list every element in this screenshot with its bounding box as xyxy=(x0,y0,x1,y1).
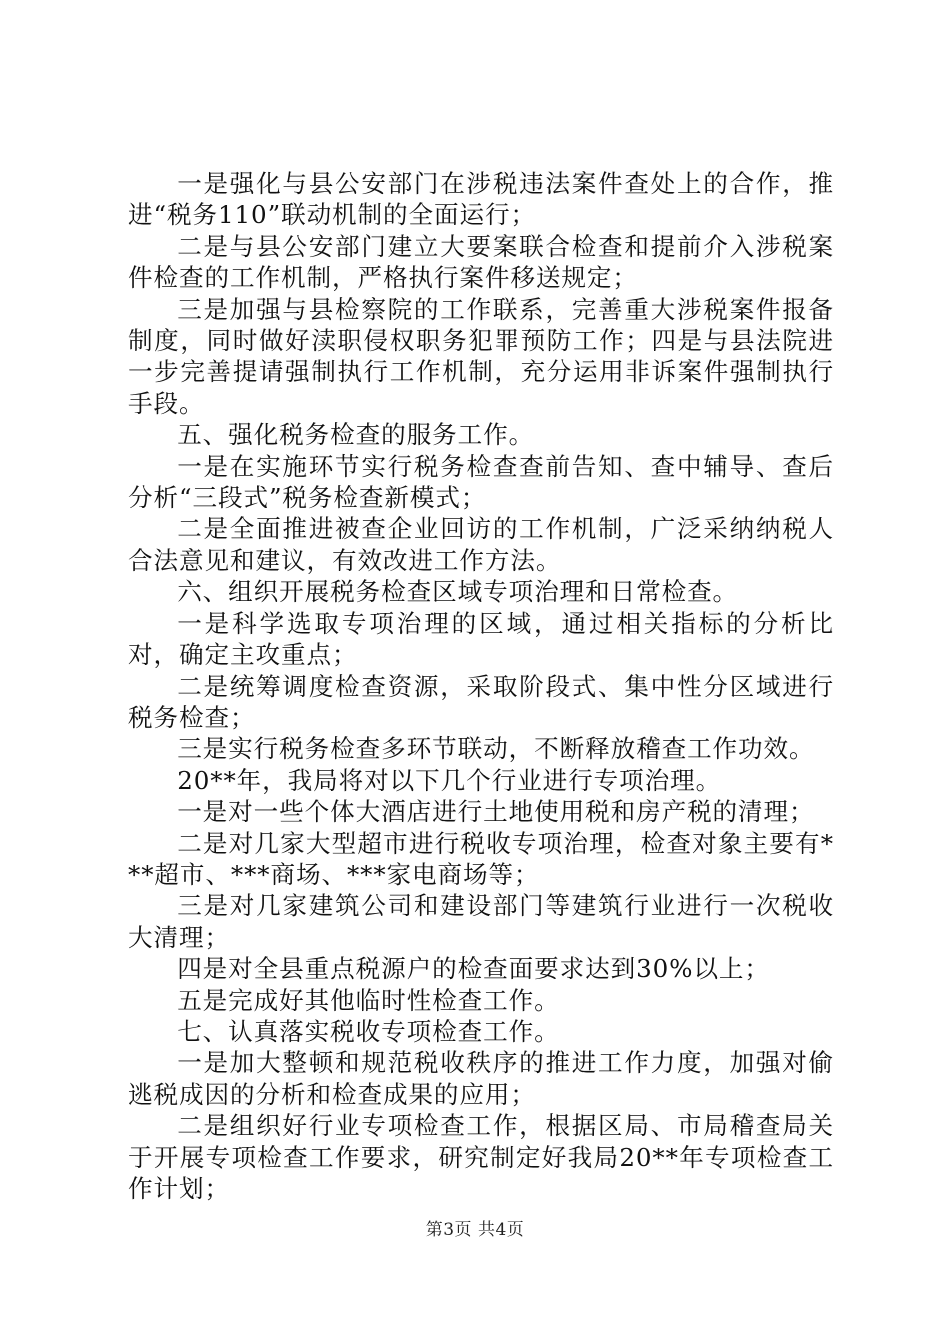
section-heading: 六、组织开展税务检查区域专项治理和日常检查。 xyxy=(177,577,739,607)
section-heading: 七、认真落实税收专项检查工作。 xyxy=(177,1016,560,1046)
paragraph: 一是对一些个体大酒店进行土地使用税和房产税的清理； xyxy=(177,797,815,827)
paragraph: 三是对几家建筑公司和建设部门等建筑行业进行一次税收大清理； xyxy=(128,891,834,952)
paragraph: 一是加大整顿和规范税收秩序的推进工作力度，加强对偷逃税成因的分析和检查成果的应用； xyxy=(128,1048,834,1109)
paragraph: 一是科学选取专项治理的区域，通过相关指标的分析比对，确定主攻重点； xyxy=(128,608,834,670)
paragraph: 三是加强与县检察院的工作联系，完善重大涉税案件报备制度，同时做好渎职侵权职务犯罪预防工作；四是与县法院进一步完善提请强制执行工作机制，充分运用非诉案件强制执行手段。 xyxy=(128,294,834,418)
paragraph: 二是组织好行业专项检查工作，根据区局、市局稽查局关于开展专项检查工作要求，研究制定好我局20**年专项检查工作计划； xyxy=(128,1111,834,1203)
paragraph: 三是实行税务检查多环节联动，不断释放稽查工作功效。 xyxy=(177,734,815,764)
body-text xyxy=(128,168,834,1204)
paragraph: 二是全面推进被查企业回访的工作机制，广泛采纳纳税人合法意见和建议，有效改进工作方法。 xyxy=(128,514,834,575)
paragraph: 一是在实施环节实行税务检查查前告知、查中辅导、查后分析“三段式”税务检查新模式； xyxy=(128,451,834,513)
section-heading: 五、强化税务检查的服务工作。 xyxy=(177,420,535,450)
paragraph: 五是完成好其他临时性检查工作。 xyxy=(177,985,560,1015)
paragraph: 二是统筹调度检查资源，采取阶段式、集中性分区域进行税务检查； xyxy=(128,671,834,732)
paragraph: 二是对几家大型超市进行税收专项治理，检查对象主要有***超市、***商场、***家电商场等； xyxy=(128,828,834,889)
paragraph: 20**年，我局将对以下几个行业进行专项治理。 xyxy=(177,765,722,795)
paragraph: 二是与县公安部门建立大要案联合检查和提前介入涉税案件检查的工作机制，严格执行案件移送规定； xyxy=(128,231,834,293)
paragraph: 四是对全县重点税源户的检查面要求达到30%以上； xyxy=(177,954,770,984)
page-number-footer: 第3页 共4页 xyxy=(425,1220,525,1240)
paragraph: 一是强化与县公安部门在涉税违法案件查处上的合作，推进“税务110”联动机制的全面运行； xyxy=(128,169,834,230)
